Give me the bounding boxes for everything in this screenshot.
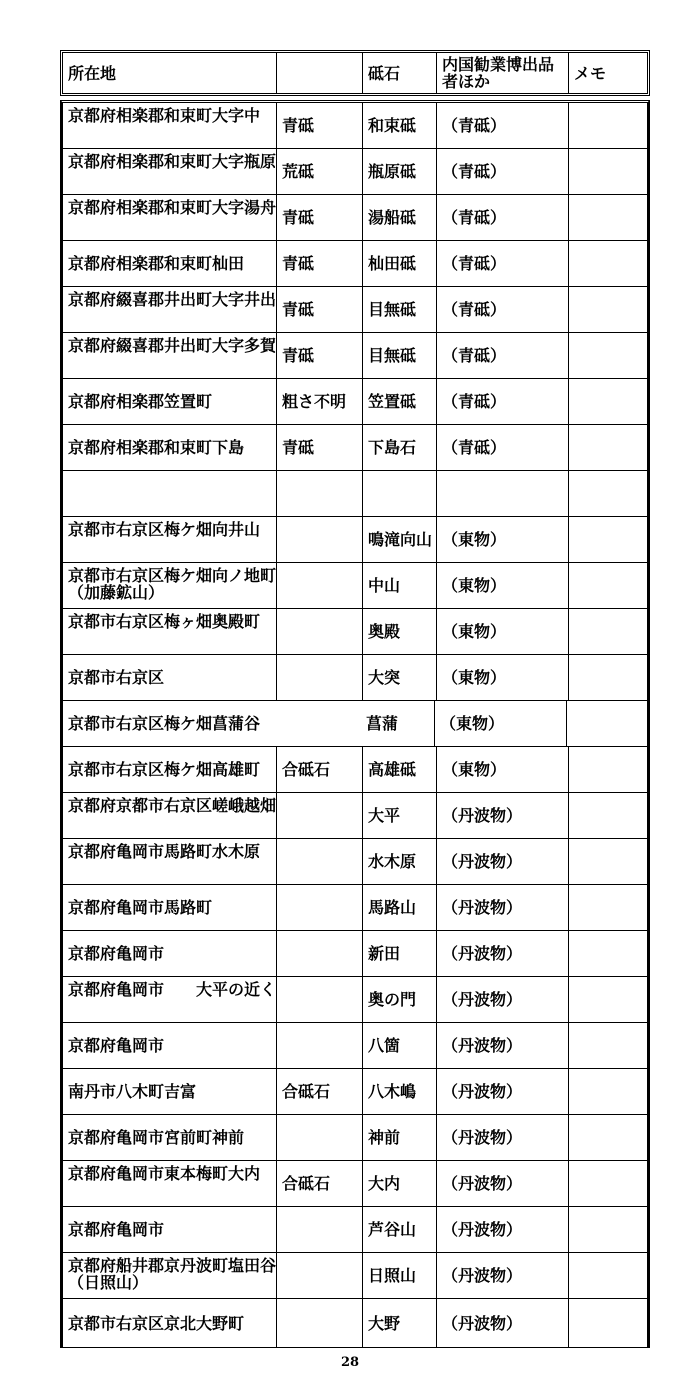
cell-note: （丹波物） — [437, 1207, 569, 1252]
cell-note: （東物） — [435, 701, 567, 746]
cell-location: 京都市右京区 — [63, 655, 277, 700]
header-memo: メモ — [574, 63, 607, 83]
cell-type — [277, 1115, 363, 1160]
cell-memo — [569, 103, 647, 148]
cell-note: （青砥） — [437, 379, 569, 424]
cell-memo — [569, 379, 647, 424]
cell-memo — [569, 563, 647, 608]
table-row — [63, 793, 647, 839]
table-row — [63, 839, 647, 885]
cell-location: 京都府京都市右京区嵯峨越畑 — [63, 793, 277, 838]
cell-whetstone: 笠置砥 — [363, 379, 437, 424]
table-row — [63, 563, 647, 609]
table-row — [63, 287, 647, 333]
cell-memo — [567, 701, 647, 746]
cell-memo — [569, 1161, 647, 1206]
header-location: 所在地 — [63, 53, 277, 93]
cell-note: （丹波物） — [437, 977, 569, 1022]
table-row — [63, 103, 647, 149]
cell-location: 京都府相楽郡笠置町 — [63, 379, 277, 424]
cell-type: 粗さ不明 — [277, 379, 363, 424]
cell-location: 京都市右京区梅ケ畑菖蒲谷 — [68, 714, 261, 733]
cell-whetstone: 杣田砥 — [363, 241, 437, 286]
table-row — [63, 379, 647, 425]
cell-note: （丹波物） — [437, 1253, 569, 1298]
cell-whetstone: 大内 — [363, 1161, 437, 1206]
cell-memo — [569, 1299, 647, 1347]
cell-type: 荒砥 — [277, 149, 363, 194]
cell-location: 京都府相楽郡和束町杣田 — [63, 241, 277, 286]
cell-type — [277, 1023, 363, 1068]
cell-memo — [569, 931, 647, 976]
cell-note: （丹波物） — [437, 793, 569, 838]
cell-type — [277, 977, 363, 1022]
cell-location — [63, 471, 277, 516]
cell-type — [277, 793, 363, 838]
cell-whetstone: 大平 — [363, 793, 437, 838]
cell-whetstone: 大突 — [363, 655, 437, 700]
cell-type — [277, 609, 363, 654]
cell-note: （青砥） — [437, 241, 569, 286]
table-row — [63, 609, 647, 655]
header-type — [277, 53, 363, 93]
cell-location: 京都府綴喜郡井出町大字井出 — [63, 287, 277, 332]
page-number: 28 — [340, 1355, 360, 1370]
table-row — [63, 1299, 647, 1347]
cell-memo — [569, 977, 647, 1022]
cell-location: 京都市右京区梅ヶ畑奥殿町 — [63, 609, 277, 654]
table-row — [63, 149, 647, 195]
cell-type: 青砥 — [277, 195, 363, 240]
cell-note: （青砥） — [437, 149, 569, 194]
cell-whetstone: 大野 — [363, 1299, 437, 1347]
cell-location: 京都市右京区梅ケ畑向ノ地町（加藤鉱山） — [63, 563, 277, 608]
cell-whetstone: 下島石 — [363, 425, 437, 470]
cell-note: （青砥） — [437, 195, 569, 240]
cell-note: （東物） — [437, 517, 569, 562]
cell-type — [277, 1253, 363, 1298]
cell-type — [277, 931, 363, 976]
cell-location: 京都府相楽郡和束町大字中 — [63, 103, 277, 148]
table-row — [63, 517, 647, 563]
cell-location: 京都市右京区梅ケ畑高雄町 — [63, 747, 277, 792]
cell-note: （東物） — [437, 563, 569, 608]
cell-note: （丹波物） — [437, 1299, 569, 1347]
cell-type: 合砥石 — [277, 1069, 363, 1114]
cell-whetstone: 神前 — [363, 1115, 437, 1160]
cell-whetstone: 目無砥 — [363, 333, 437, 378]
cell-memo — [569, 839, 647, 884]
table-row — [63, 1253, 647, 1299]
table-row — [63, 1115, 647, 1161]
cell-type — [277, 885, 363, 930]
cell-note: （青砥） — [437, 333, 569, 378]
cell-note: （東物） — [437, 655, 569, 700]
whetstone-table — [60, 100, 650, 1348]
cell-note: （東物） — [437, 747, 569, 792]
table-row — [63, 655, 647, 701]
cell-type: 合砥石 — [277, 747, 363, 792]
cell-whetstone: 和束砥 — [363, 103, 437, 148]
cell-type — [277, 1299, 363, 1347]
cell-location: 南丹市八木町吉富 — [63, 1069, 277, 1114]
cell-memo — [569, 1069, 647, 1114]
cell-whetstone: 芦谷山 — [363, 1207, 437, 1252]
cell-memo — [569, 425, 647, 470]
cell-note: （青砥） — [437, 103, 569, 148]
cell-memo — [569, 655, 647, 700]
header-whetstone: 砥石 — [363, 53, 437, 93]
cell-memo — [569, 471, 647, 516]
cell-location: 京都府亀岡市馬路町水木原 — [63, 839, 277, 884]
cell-whetstone: 馬路山 — [363, 885, 437, 930]
table-row — [63, 1161, 647, 1207]
table-row — [63, 241, 647, 287]
cell-type: 青砥 — [277, 287, 363, 332]
header-exhibitor: 内国勧業博出品者ほか — [437, 53, 569, 93]
cell-whetstone: 目無砥 — [363, 287, 437, 332]
cell-whetstone: 瓶原砥 — [363, 149, 437, 194]
cell-location: 京都府綴喜郡井出町大字多賀 — [63, 333, 277, 378]
cell-type — [277, 655, 363, 700]
cell-location: 京都府相楽郡和束町大字湯舟 — [63, 195, 277, 240]
cell-whetstone: 菖蒲 — [361, 701, 435, 746]
cell-location: 京都府亀岡市 — [63, 1207, 277, 1252]
cell-whetstone: 水木原 — [363, 839, 437, 884]
cell-type: 青砥 — [277, 103, 363, 148]
cell-type — [277, 563, 363, 608]
cell-location: 京都府亀岡市宮前町神前 — [63, 1115, 277, 1160]
cell-memo — [569, 793, 647, 838]
cell-note: （丹波物） — [437, 1023, 569, 1068]
cell-note: （丹波物） — [437, 885, 569, 930]
cell-note: （丹波物） — [437, 931, 569, 976]
table-row — [63, 333, 647, 379]
cell-note: （青砥） — [437, 287, 569, 332]
cell-memo — [569, 1207, 647, 1252]
cell-location: 京都市右京区京北大野町 — [63, 1299, 277, 1347]
cell-whetstone: 新田 — [363, 931, 437, 976]
cell-note: （東物） — [437, 609, 569, 654]
cell-whetstone: 鳴滝向山 — [363, 517, 437, 562]
table-row — [63, 931, 647, 977]
table-row — [63, 977, 647, 1023]
cell-note: （丹波物） — [437, 1069, 569, 1114]
cell-type — [277, 839, 363, 884]
cell-whetstone: 高雄砥 — [363, 747, 437, 792]
cell-type: 青砥 — [277, 333, 363, 378]
cell-memo — [569, 195, 647, 240]
cell-type — [277, 517, 363, 562]
cell-type — [277, 471, 363, 516]
table-header — [60, 50, 650, 96]
cell-type: 青砥 — [277, 241, 363, 286]
cell-location: 京都府亀岡市 — [63, 931, 277, 976]
table-row — [63, 885, 647, 931]
cell-note: （丹波物） — [437, 839, 569, 884]
cell-memo — [569, 241, 647, 286]
cell-memo — [569, 1023, 647, 1068]
cell-note: （青砥） — [437, 425, 569, 470]
cell-location: 京都府船井郡京丹波町塩田谷（日照山） — [63, 1253, 277, 1298]
table-row — [63, 1069, 647, 1115]
cell-note: （丹波物） — [437, 1115, 569, 1160]
cell-memo — [569, 333, 647, 378]
table-row — [63, 425, 647, 471]
cell-memo — [569, 609, 647, 654]
cell-memo — [569, 517, 647, 562]
cell-whetstone: 湯船砥 — [363, 195, 437, 240]
cell-whetstone: 八箇 — [363, 1023, 437, 1068]
cell-memo — [569, 149, 647, 194]
cell-location: 京都府亀岡市 — [63, 1023, 277, 1068]
table-row — [63, 1023, 647, 1069]
cell-whetstone: 奥の門 — [363, 977, 437, 1022]
cell-location: 京都市右京区梅ケ畑向井山 — [63, 517, 277, 562]
cell-location: 京都府亀岡市馬路町 — [63, 885, 277, 930]
cell-note: （丹波物） — [437, 1161, 569, 1206]
table-row — [63, 1207, 647, 1253]
cell-memo — [569, 1115, 647, 1160]
cell-type: 合砥石 — [277, 1161, 363, 1206]
cell-location: 京都府亀岡市東本梅町大内 — [63, 1161, 277, 1206]
table-row — [63, 471, 647, 517]
cell-memo — [569, 1253, 647, 1298]
cell-location: 京都府相楽郡和束町大字瓶原 — [63, 149, 277, 194]
cell-memo — [569, 747, 647, 792]
table-row — [63, 195, 647, 241]
cell-whetstone: 八木嶋 — [363, 1069, 437, 1114]
cell-whetstone: 中山 — [363, 563, 437, 608]
cell-location: 京都府亀岡市 大平の近く — [63, 977, 277, 1022]
cell-whetstone — [363, 471, 437, 516]
cell-memo — [569, 885, 647, 930]
cell-whetstone: 奥殿 — [363, 609, 437, 654]
cell-location: 京都府相楽郡和束町下島 — [63, 425, 277, 470]
cell-type — [277, 1207, 363, 1252]
table-row — [63, 701, 647, 747]
cell-type: 青砥 — [277, 425, 363, 470]
cell-memo — [569, 287, 647, 332]
cell-note — [437, 471, 569, 516]
table-row — [63, 747, 647, 793]
cell-whetstone: 日照山 — [363, 1253, 437, 1298]
